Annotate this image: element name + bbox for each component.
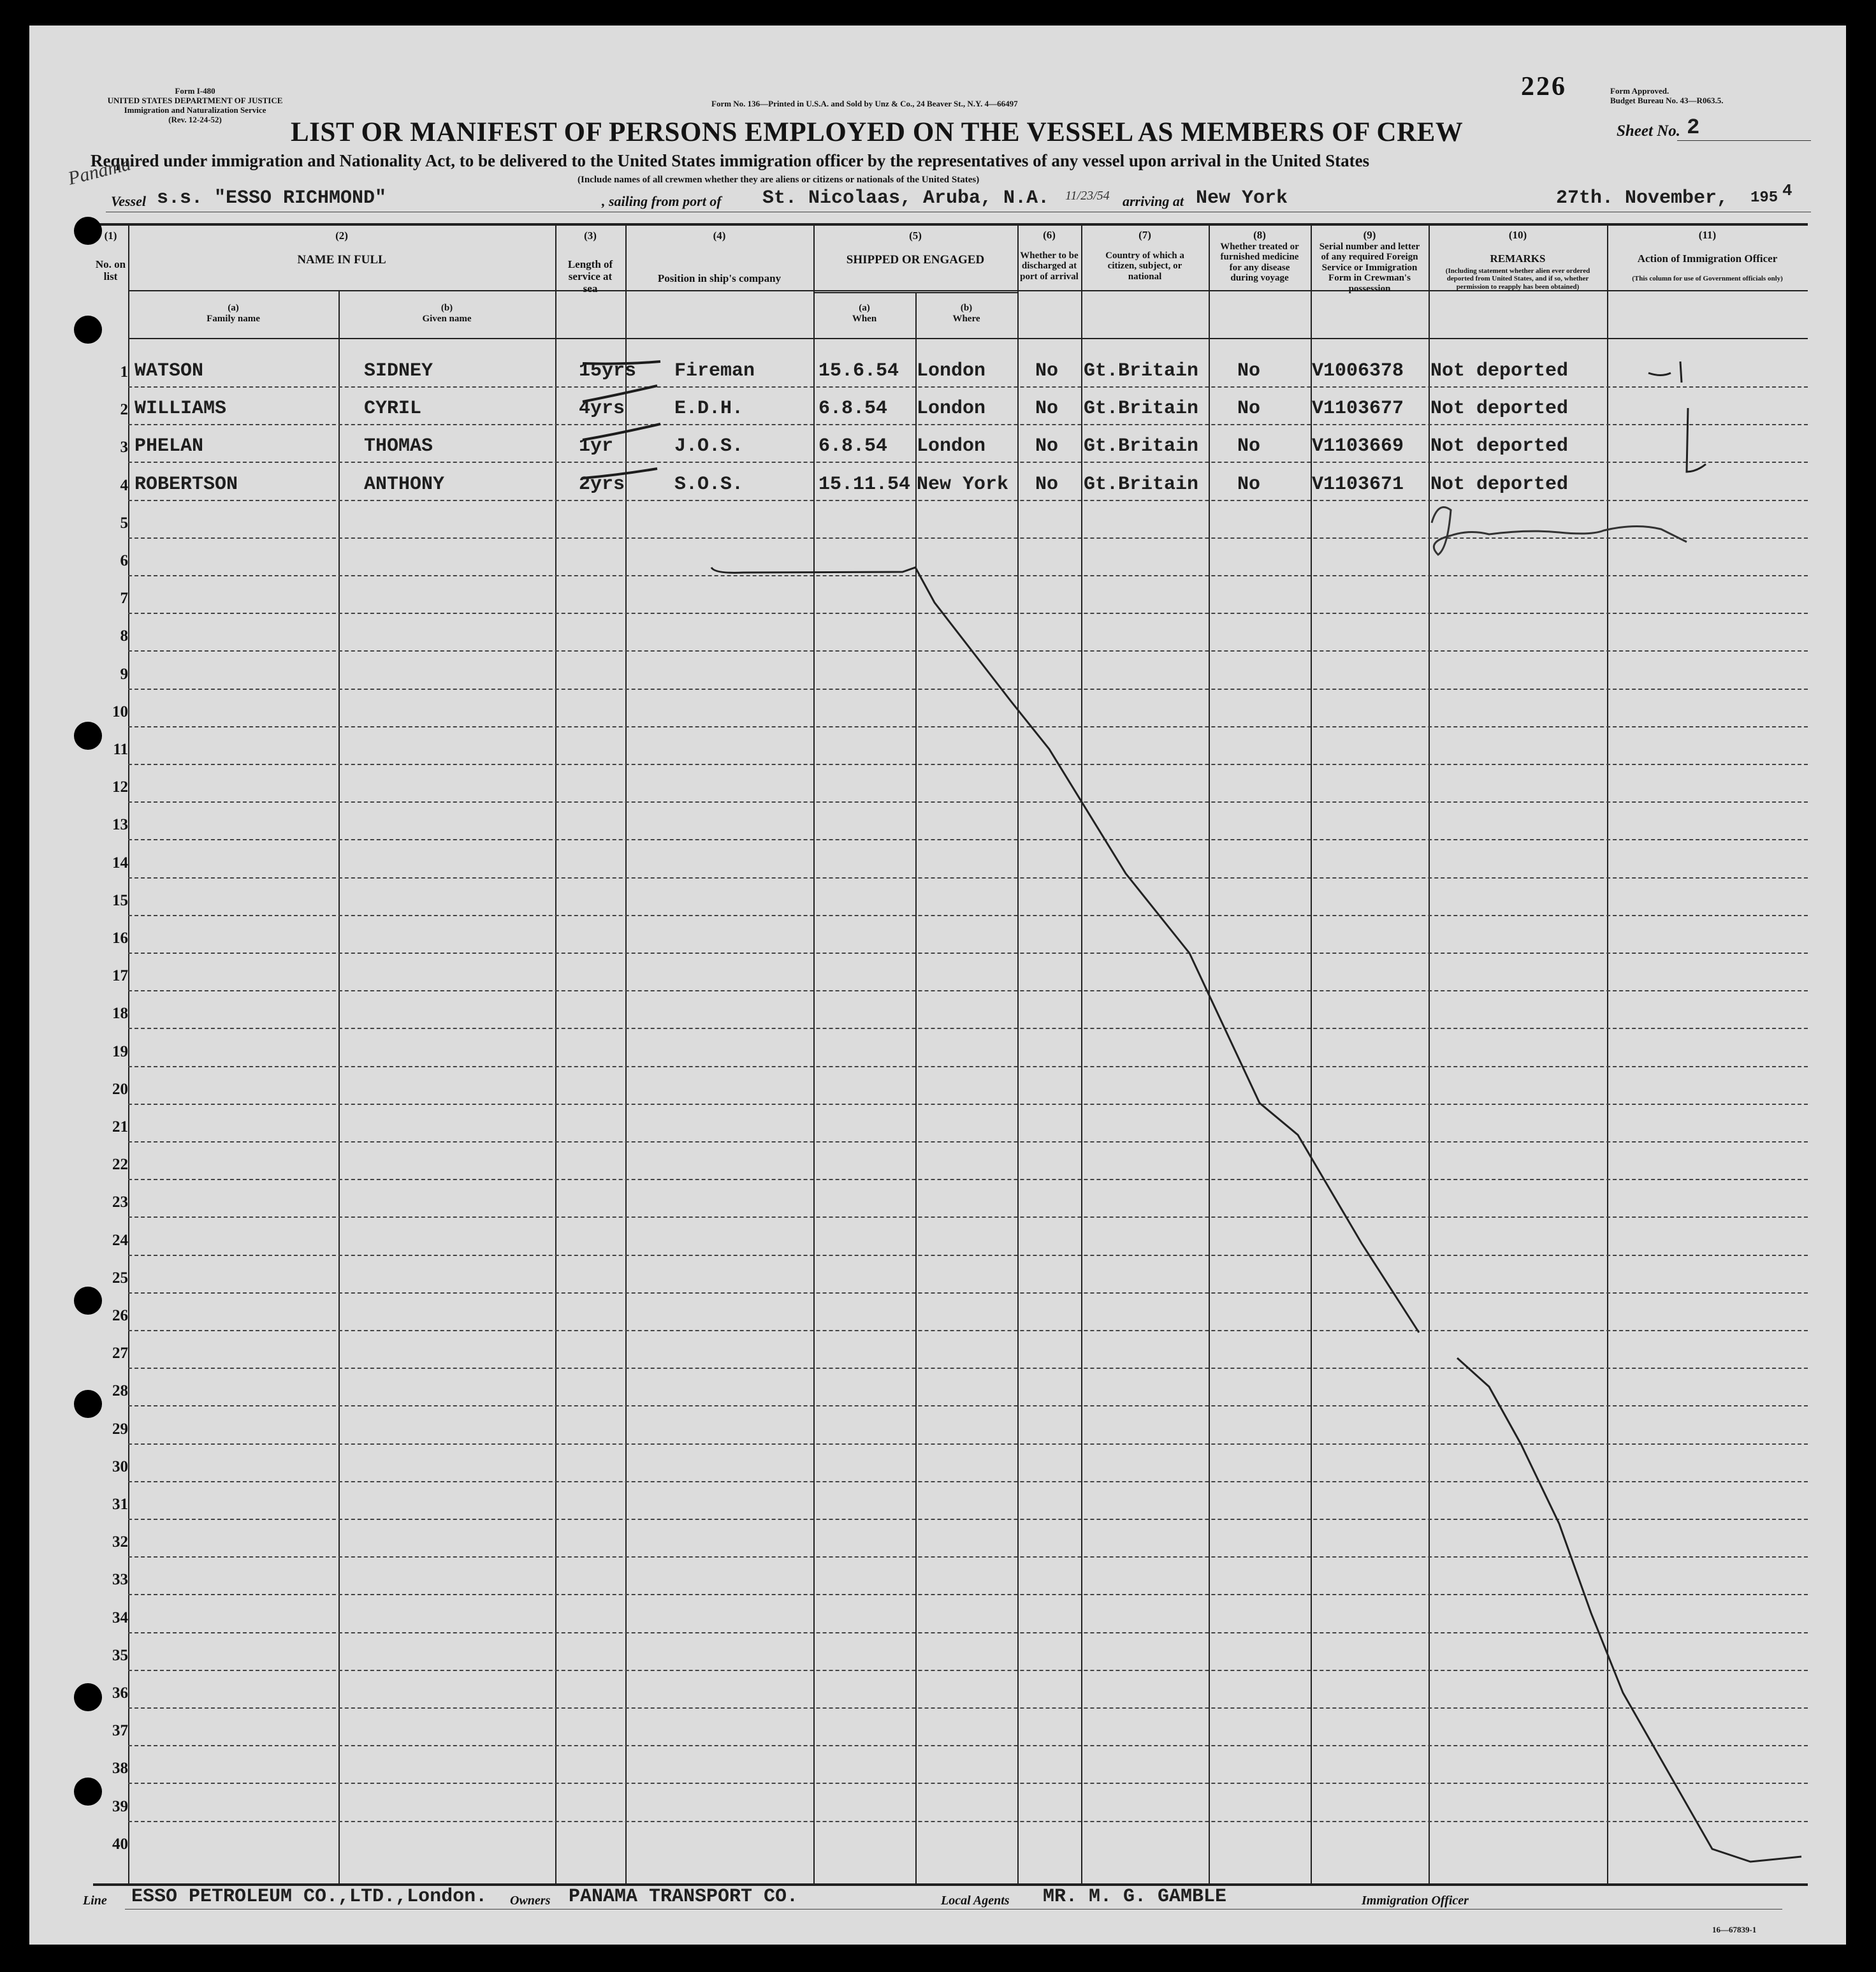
binder-hole (74, 1683, 102, 1711)
crew-country: Gt.Britain (1084, 435, 1199, 458)
row-number: 9 (120, 665, 128, 683)
row-number: 34 (112, 1609, 128, 1626)
crew-service: 15yrs (579, 360, 637, 382)
year-prefix: 195 (1750, 189, 1778, 207)
row-number: 38 (112, 1760, 128, 1778)
row-number: 2 (120, 401, 128, 419)
crew-given: THOMAS (364, 435, 433, 458)
row-number: 15 (112, 891, 128, 909)
col5a-header: (a) When (852, 303, 877, 324)
department-name: UNITED STATES DEPARTMENT OF JUSTICE (107, 95, 283, 105)
handwritten-country-tag: Panama (66, 153, 133, 189)
crew-discharged: No (1035, 398, 1059, 420)
row-number: 28 (112, 1382, 128, 1400)
row-number: 3 (120, 439, 128, 456)
form-id: Form I-480 (175, 86, 215, 96)
crew-serial: V1103671 (1312, 473, 1404, 495)
col3-header: (3) Length of service at sea (567, 230, 613, 295)
sheet-number: 2 (1687, 116, 1700, 140)
crew-medicine: No (1237, 360, 1261, 382)
row-number: 10 (112, 703, 128, 720)
crew-country: Gt.Britain (1084, 398, 1199, 420)
row-number: 29 (112, 1420, 128, 1438)
col9-header: (9) Serial number and letter of any required Foreign Service or Immigration Form in Crewman's possession (1319, 229, 1420, 294)
col2-header: (2) NAME IN FULL (297, 230, 386, 267)
row-number: 24 (112, 1231, 128, 1249)
officer-check-mark (1648, 362, 1682, 383)
row-number: 21 (112, 1118, 128, 1136)
crew-remarks: Not deported (1430, 398, 1569, 420)
service-name: Immigration and Naturalization Service (124, 105, 266, 115)
row-number: 11 (113, 741, 128, 758)
binder-hole (74, 722, 102, 750)
row-number: 39 (112, 1797, 128, 1815)
arrival-date: 27th. November, (1556, 187, 1729, 209)
col6-header: (6) Whether to be discharged at port of arrival (1020, 229, 1079, 282)
crew-family: PHELAN (135, 435, 204, 458)
crew-where: London (917, 398, 986, 420)
crew-when: 6.8.54 (818, 435, 888, 458)
col2b-header: (b) Given name (422, 303, 472, 324)
crew-medicine: No (1237, 398, 1261, 420)
sheet-label: Sheet No. (1617, 122, 1680, 140)
line-label: Line (83, 1894, 107, 1908)
crew-service: 1yr (579, 435, 614, 458)
col1-header: (1) No. on list (95, 230, 126, 283)
row-number: 16 (112, 930, 128, 947)
manifest-page (29, 26, 1846, 1945)
line-value: ESSO PETROLEUM CO.,LTD.,London. (131, 1886, 488, 1908)
agents-value: MR. M. G. GAMBLE (1043, 1886, 1227, 1908)
page-number: 226 (1521, 72, 1567, 101)
crew-where: New York (917, 473, 1009, 495)
row-number: 32 (112, 1533, 128, 1551)
row-number: 37 (112, 1722, 128, 1740)
crew-given: ANTHONY (364, 473, 445, 495)
crew-discharged: No (1035, 473, 1059, 495)
crew-family: ROBERTSON (135, 473, 238, 495)
crew-given: CYRIL (364, 398, 422, 420)
crew-position: E.D.H. (674, 398, 744, 420)
year-suffix: 4 (1782, 181, 1792, 200)
row-number: 17 (112, 967, 128, 985)
form-subtitle: Required under immigration and Nationality Act, to be delivered to the United States immigration officer by the representatives of any vessel upon arrival in the United States (91, 151, 1370, 170)
arriving-label: arriving at (1123, 193, 1184, 209)
form-printer-note: Form No. 136—Printed in U.S.A. and Sold by Unz & Co., 24 Beaver St., N.Y. 4—66497 (711, 99, 1018, 108)
col10-header: (10) REMARKS (Including statement whether alien ever ordered deported from United States, and if so, whether permission to reapply has been obtained) (1445, 229, 1590, 291)
crew-serial: V1103669 (1312, 435, 1404, 458)
agents-label: Local Agents (941, 1894, 1010, 1908)
crew-position: Fireman (674, 360, 755, 382)
col5b-header: (b) Where (952, 303, 980, 324)
crew-family: WATSON (135, 360, 204, 382)
handwritten-marks (29, 26, 1846, 1945)
officer-signature (1432, 508, 1687, 555)
col4-header: (4) Position in ship's company (657, 230, 782, 285)
row-number: 26 (112, 1307, 128, 1324)
row-number: 7 (120, 590, 128, 608)
crew-given: SIDNEY (364, 360, 433, 382)
row-number: 1 (120, 363, 128, 381)
crew-when: 6.8.54 (818, 398, 888, 420)
row-number: 30 (112, 1457, 128, 1475)
crew-country: Gt.Britain (1084, 473, 1199, 495)
row-number: 4 (120, 476, 128, 494)
crew-when: 15.11.54 (818, 473, 911, 495)
handwritten-diagonal-line (711, 567, 1419, 1333)
row-number: 19 (112, 1042, 128, 1060)
crew-discharged: No (1035, 360, 1059, 382)
crew-serial: V1103677 (1312, 398, 1404, 420)
row-number: 12 (112, 778, 128, 796)
row-number: 18 (112, 1005, 128, 1023)
officer-label: Immigration Officer (1362, 1894, 1469, 1908)
binder-hole (74, 1287, 102, 1315)
col7-header: (7) Country of which a citizen, subject, or national (1105, 229, 1184, 282)
form-note: (Include names of all crewmen whether they are aliens or citizens or nationals of the United States) (578, 175, 980, 185)
binder-hole (74, 316, 102, 344)
row-number: 23 (112, 1194, 128, 1211)
row-number: 27 (112, 1345, 128, 1362)
row-number: 13 (112, 816, 128, 834)
form-title: LIST OR MANIFEST OF PERSONS EMPLOYED ON THE VESSEL AS MEMBERS OF CREW (291, 117, 1464, 147)
crew-remarks: Not deported (1430, 360, 1569, 382)
col8-header: (8) Whether treated or furnished medicine for any disease during voyage (1220, 229, 1299, 284)
row-number: 5 (120, 514, 128, 532)
form-revision: (Rev. 12-24-52) (168, 114, 222, 124)
row-number: 40 (112, 1835, 128, 1853)
binder-hole (74, 1778, 102, 1806)
crew-position: J.O.S. (674, 435, 744, 458)
crew-family: WILLIAMS (135, 398, 227, 420)
budget-bureau: Budget Bureau No. 43—R063.5. (1610, 95, 1724, 105)
crew-when: 15.6.54 (818, 360, 899, 382)
row-number: 22 (112, 1156, 128, 1174)
row-number: 31 (112, 1496, 128, 1513)
binder-hole (74, 1390, 102, 1418)
crew-service: 4yrs (579, 398, 625, 420)
crew-where: London (917, 435, 986, 458)
crew-medicine: No (1237, 435, 1261, 458)
row-number: 14 (112, 854, 128, 872)
col2a-header: (a) Family name (207, 303, 260, 324)
crew-position: S.O.S. (674, 473, 744, 495)
arriving-port: New York (1196, 187, 1288, 209)
binder-hole (74, 217, 102, 245)
crew-remarks: Not deported (1430, 473, 1569, 495)
crew-service: 2yrs (579, 473, 625, 495)
crew-country: Gt.Britain (1084, 360, 1199, 382)
owners-value: PANAMA TRANSPORT CO. (569, 1886, 799, 1908)
crew-medicine: No (1237, 473, 1261, 495)
row-number: 33 (112, 1571, 128, 1589)
sailing-label: , sailing from port of (602, 193, 722, 209)
row-number: 25 (112, 1269, 128, 1287)
row-number: 6 (120, 552, 128, 569)
vessel-name: s.s. "ESSO RICHMOND" (157, 187, 387, 209)
crew-serial: V1006378 (1312, 360, 1404, 382)
row-number: 36 (112, 1684, 128, 1702)
crew-discharged: No (1035, 435, 1059, 458)
print-code: 16—67839-1 (1712, 1925, 1757, 1934)
sailing-port: St. Nicolaas, Aruba, N.A. (762, 187, 1050, 209)
crew-remarks: Not deported (1430, 435, 1569, 458)
col5-header: (5) SHIPPED OR ENGAGED (846, 230, 985, 267)
handwritten-date: 11/23/54 (1065, 189, 1110, 203)
form-approved: Form Approved. (1610, 86, 1669, 96)
vessel-label: Vessel (111, 193, 146, 209)
col11-header: (11) Action of Immigration Officer (This column for use of Government officials only) (1632, 229, 1783, 283)
row-number: 20 (112, 1080, 128, 1098)
row-number: 8 (120, 627, 128, 645)
owners-label: Owners (510, 1894, 551, 1908)
crew-where: London (917, 360, 986, 382)
row-number: 35 (112, 1646, 128, 1664)
